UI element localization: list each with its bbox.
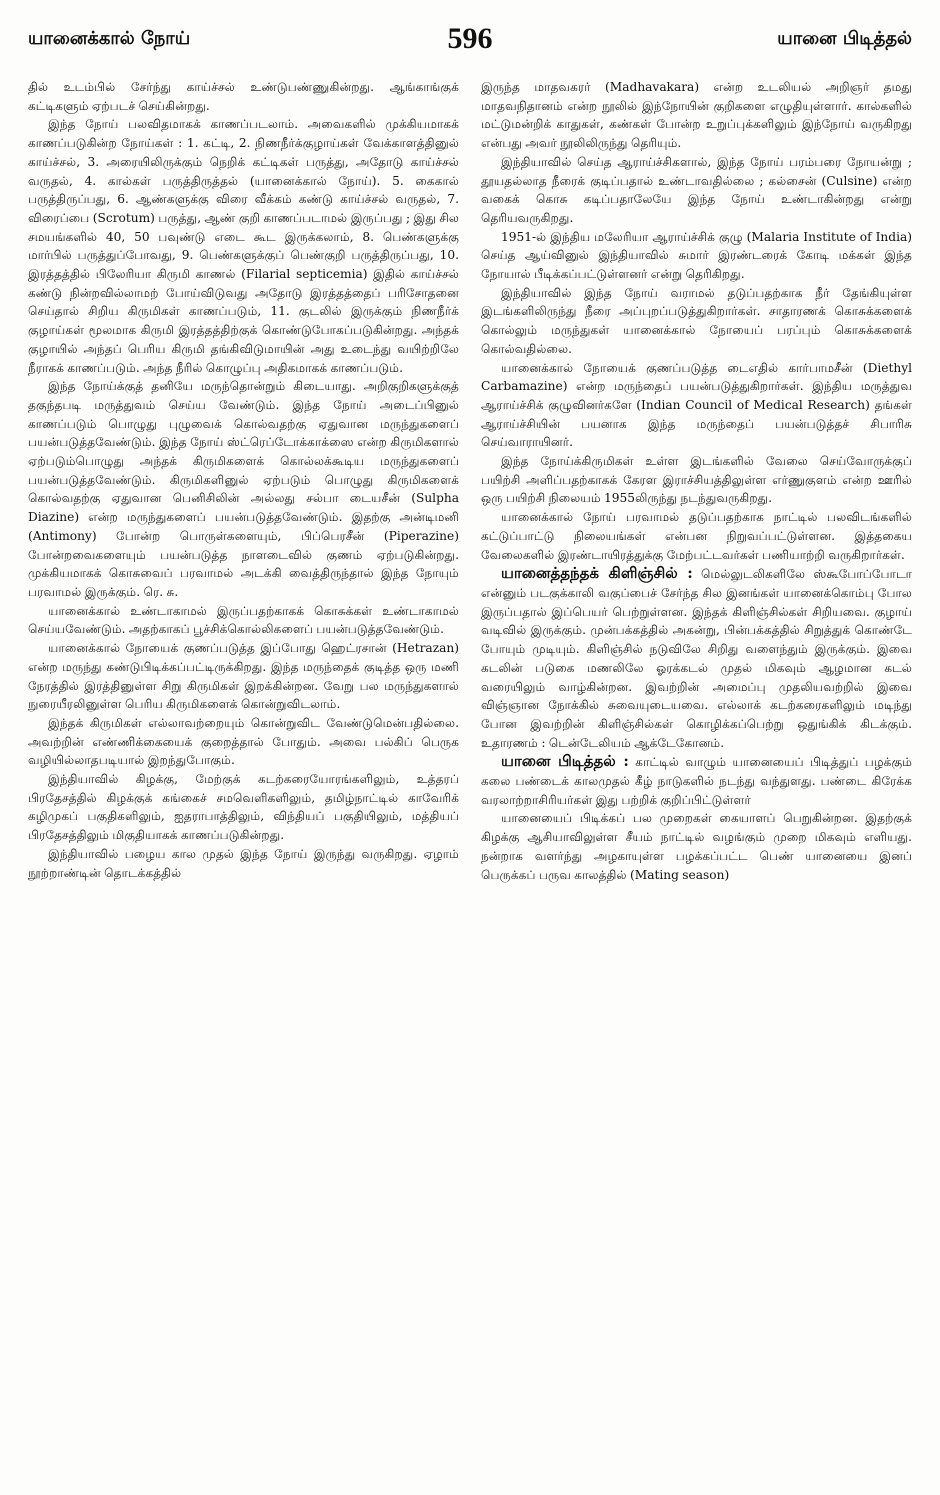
paragraph: இந்தியாவில் கிழக்கு, மேற்குக் கடற்கரையோரங்களிலும், உத்தரப் பிரதேசத்தில் கிழக்குக் கங்கைச் சமவெளிகளிலும், தமிழ்நாட்டில் காவேரிக் கழிமுகப் பகுதிகளிலும், ஐதராபாத்திலும், விந்தியப் பகுதியிலும், மத்தியப் பிரதேசத்திலும் மிகுதியாகக் காணப்படுகின்றது. [28, 772, 459, 843]
entry-text: மெல்லுடலிகளிலே ஸ்கூபோப்போடா என்னும் படகுக்காலி வகுப்பைச் சேர்ந்த சில இனங்கள் யானைக்கொம்பு போல இருப்பதால் இப்பெயர் பெற்றுள்ளன. இந்தக் கிளிஞ்சில்கள் சிறியவை. குழாய் வடிவில் இருக்கும். முன்பக்கத்தில் அகன்று, பின்பக்கத்தில் சிறுத்துக் கொண்டே போயும் முடியும். கிளிஞ்சில் நடுவிலே சிறிது வளைந்தும் இருக்கும். இவை கடலின் படுகை மணலிலே ஓரக்கடல் முதல் மிகவும் ஆழமான கடல் வரையிலும் வாழ்கின்றன. இவற்றின் அமைப்பு முதலியவற்றில் இவை விஞ்ஞான நோக்கில் சுவையுடையவை. எல்லாக் கடற்கரைகளிலும் மடிந்து போன இவற்றின் கிளிஞ்சில்கள் கொழிக்கப்பெற்று ஒதுங்கிக் கிடக்கும். உதாரணம் : டென்டேலியம் ஆக்டேகோனம். [481, 567, 912, 750]
header-left-title: யானைக்கால் நோய் [28, 28, 191, 49]
paragraph: இந்தியாவில் இந்த நோய் வராமல் தடுப்பதற்காக நீர் தேங்கியுள்ள இடங்களிலிருந்து நீரை அப்புறப்படுத்துகிறார்கள். சாதாரணக் கொசுக்களைக் கொல்லும் மருந்துகள் யானைக்கால் நோயைப் பரப்பும் கொசுக்களைக் கொல்வதில்லை. [481, 285, 912, 356]
entry-yaanai-pidithal [481, 752, 912, 809]
paragraph: 1951-ல் இந்திய மலேரியா ஆராய்ச்சிக் குழு (Malaria Institute of India) செய்த ஆய்வினுல் இந்தியாவில் சுமார் இரண்டரைக் கோடி மக்கள் இந்த நோயால் பீடிக்கப்பட்டுள்ளனர் என்று தெரிகிறது. [481, 229, 912, 282]
running-header [28, 22, 912, 78]
entry-heading: யானைத்தந்தக் கிளிஞ்சில் : [501, 564, 693, 583]
paragraph: யானைக்கால் நோய் பரவாமல் தடுப்பதற்காக நாட்டில் பலவிடங்களில் கட்டுப்பாட்டு நிலையங்கள் என்பன நிறுவப்பட்டுள்ளன. இத்தகைய வேலைகளில் இரண்டாயிரத்துக்கு மேற்பட்டவர்கள் பணியாற்றி வருகிறார்கள். [481, 510, 912, 562]
paragraph: யானையைப் பிடிக்கப் பல முறைகள் கையாளப் பெறுகின்றன. இதற்குக் கிழக்கு ஆசியாவிலுள்ள சீயம் நாட்டில் வழங்கும் முறை மிகவும் எளியது. நன்றாக வளர்ந்து அழகாயுள்ள பழக்கப்பட்ட பெண் யானையை இனப் பெருக்கப் பருவ காலத்தில் (Mating season) [481, 811, 912, 882]
paragraph: இந்த நோய்க்குத் தனியே மருந்தொன்றும் கிடையாது. அறிகுறிகளுக்குத் தகுந்தபடி மருத்துவம் செய்ய வேண்டும். இந்த நோய் அடைப்பினுல் காணப்படும் பொழுது புழுவைக் கொல்வதற்கு ஏதுவான மருந்துகளைப் பயன்படுத்தவேண்டும். இந்த நோய் ஸ்ட்ரெப்டோக்காக்ஸை என்ற கிருமிகளால் ஏற்படும்பொழுது அந்தக் கிருமிகளைக் கொல்லக்கூடிய மருந்துகளைப் பயன்படுத்தவேண்டும். கிருமிகளினுல் ஏற்படும் பொழுது கிருமிகளைக் கொல்வதற்கு ஏதுவான பெனிசிலின் அல்லது சல்பா டையசீன் (Sulpha Diazine) என்ற மருந்துகளைப் பயன்படுத்தவேண்டும். இதற்கு அன்டிமனி (Antimony) போன்ற பொருள்களையும், பிப்பெரசீன் (Piperazine) போன்றவைகளையும் பயன்படுத்த நாளடைவில் குணம் ஏற்படுகின்றது. முக்கியமாகக் கொசுவைப் பரவாமல் அடக்கி வைத்திருந்தால் இந்த நோயும் பரவாமல் இருக்கும். ரெ. சு. [28, 379, 459, 599]
right-column [481, 78, 912, 1483]
paragraph: இந்தியாவில் செய்த ஆராய்ச்சிகளால், இந்த நோய் பரம்பரை நோயன்று ; தூயதல்லாத நீரைக் குடிப்பதால் உண்டாவதில்லை ; கல்சைன் (Culsine) என்ற வகைக் கொசு கடிப்பதாலேயே இந்த நோய் உண்டாகின்றது என்று தெரியவருகிறது. [481, 154, 912, 225]
paragraph: யானைக்கால் உண்டாகாமல் இருப்பதற்காகக் கொசுக்கள் உண்டாகாமல் செய்யவேண்டும். அதற்காகப் பூச்சிக்கொல்லிகளைப் பயன்படுத்தவேண்டும். [28, 603, 459, 637]
entry-heading: யானை பிடித்தல் : [501, 752, 629, 771]
paragraph: தில் உடம்பில் சேர்ந்து காய்ச்சல் உண்டுபண்ணுகின்றது. ஆங்காங்குக் கட்டிகளும் ஏற்படச் செய்கின்றது. [28, 80, 459, 113]
paragraph: யானைக்கால் நோயைக் குணப்படுத்த டைஎதில் கார்பாமசீன் (Diethyl Carbamazine) என்ற மருந்தைப் பயன்படுத்துகிறார்கள். இந்திய மருத்துவ ஆராய்ச்சிக் குழுவினர்களே (Indian Council of Medical Research) தங்கள் ஆராய்ச்சியின் பயனாக இந்த மருந்தைப் பயன்படுத்தச் சிபாரிசு செய்வாராயினர். [481, 360, 912, 450]
entry-text: காட்டில் வாழும் யானையைப் பிடித்துப் பழக்கும் கலை பண்டைக் காலமுதல் கீழ் நாடுகளில் நடந்து வந்துளது. பண்டை கிரேக்க வரலாற்றாசிரியர்கள் இது பற்றிக் குறிப்பிட்டுள்ளர் [481, 755, 912, 807]
paragraph: இந்த நோய் பலவிதமாகக் காணப்படலாம். அவைகளில் முக்கியமாகக் காணப்படுகின்ற நோய்கள் : 1. கட்டி, 2. நிணநீர்க்குழாய்கள் வேக்காளத்தினுல் காய்ச்சல், 3. அரையிலிருக்கும் நெறிக் கட்டிகள் பருத்து, அதோடு காய்ச்சல் வருதல், 4. கால்கள் பருத்திருத்தல் (யானைக்கால் நோய்). 5. கைகால் பருத்திருப்பது, 6. ஆண்களுக்கு விரை வீக்கம் கண்டு காய்ச்சல் வருதல், 7. விரைப்பை (Scrotum) பருத்து, ஆண் குறி காணப்படாமல் இருப்பது ; இது சில சமயங்களில் 40, 50 பவுண்டு எடை கூட இருக்கலாம், 8. பெண்களுக்கு மார்பில் பருத்துப்போவது, 9. பெண்களுக்குப் பெண்குறி பருத்திருப்பது, 10. இரத்தத்தில் பிலேரியா கிருமி காணல் (Filarial septicemia) இதில் காய்ச்சல் கண்டு நின்றவில்லாமற் போய்விடுவது அதோடு இரத்தத்தைப் பரிசோதனை செய்தால் சிறிய கிருமிகள் காணப்படும், 11. குடலில் இருக்கும் நிணநீர்க் குழாய்கள் மூலமாக கிருமி இரத்தத்திற்குக் கொண்டுபோகப்படுகின்றது. அந்தக் குழாயில் அந்தப் பெரிய கிருமி தங்கிவிடுமாயின் அது உடைந்து வயிற்றிலே நீராகக் காணப்படும். அந்த நீரில் கொழுப்பு அதிகமாகக் காணப்படும். [28, 117, 459, 375]
two-column-body [28, 78, 912, 1483]
page-number: 596 [447, 22, 493, 55]
header-right-title: யானை பிடித்தல் [777, 28, 912, 49]
entry-kilinjil [481, 564, 912, 752]
paragraph: இந்தியாவில் பழைய கால முதல் இந்த நோய் இருந்து வருகிறது. ஏழாம் நூற்றாண்டின் தொடக்கத்தில் [28, 846, 459, 880]
paragraph: இந்த நோய்க்கிருமிகள் உள்ள இடங்களில் வேலை செய்வோருக்குப் பயிற்சி அளிப்பதற்காகக் கேரள இராச்சியத்திலுள்ள எர்ணுகுளம் என்ற ஊரில் ஒரு பயிற்சி நிலையம் 1955லிருந்து நடந்துவருகிறது. [481, 454, 912, 506]
left-column [28, 78, 459, 1483]
paragraph: இருந்த மாதவகரர் (Madhavakara) என்ற உடலியல் அறிஞர் தமது மாதவநிதானம் என்ற நூலில் இந்நோயின் குறிகளை எழுதியுள்ளார். கால்களில் மட்டுமன்றிக் காதுகள், கண்கள் போன்ற உறுப்புக்களிலும் இந்நோய் வருகிறது என்பது அவர் நூலிலிருந்து தெரியும். [481, 80, 912, 151]
paragraph: இந்தக் கிருமிகள் எல்லாவற்றையும் கொன்றுவிட வேண்டுமென்பதில்லை. அவற்றின் எண்ணிக்கையைக் குறைத்தால் போதும். அவை பல்கிப் பெருக வழியில்லாதபடியால் இறந்துபோகும். [28, 715, 459, 768]
paragraph: யானைக்கால் நோயைக் குணப்படுத்த இப்போது ஹெட்ரசான் (Hetrazan) என்ற மருந்து கண்டுபிடிக்கப்பட்டிருக்கிறது. இந்த மருந்தைக் குடித்த ஒரு மணி நேரத்தில் இரத்தினுள்ள சிறு கிருமிகள் இறக்கின்றன. வேறு பல மருந்துகளால் நுரையீரலினுள்ள பெரிய கிருமிகளைக் கொன்றுவிடலாம். [28, 641, 459, 712]
